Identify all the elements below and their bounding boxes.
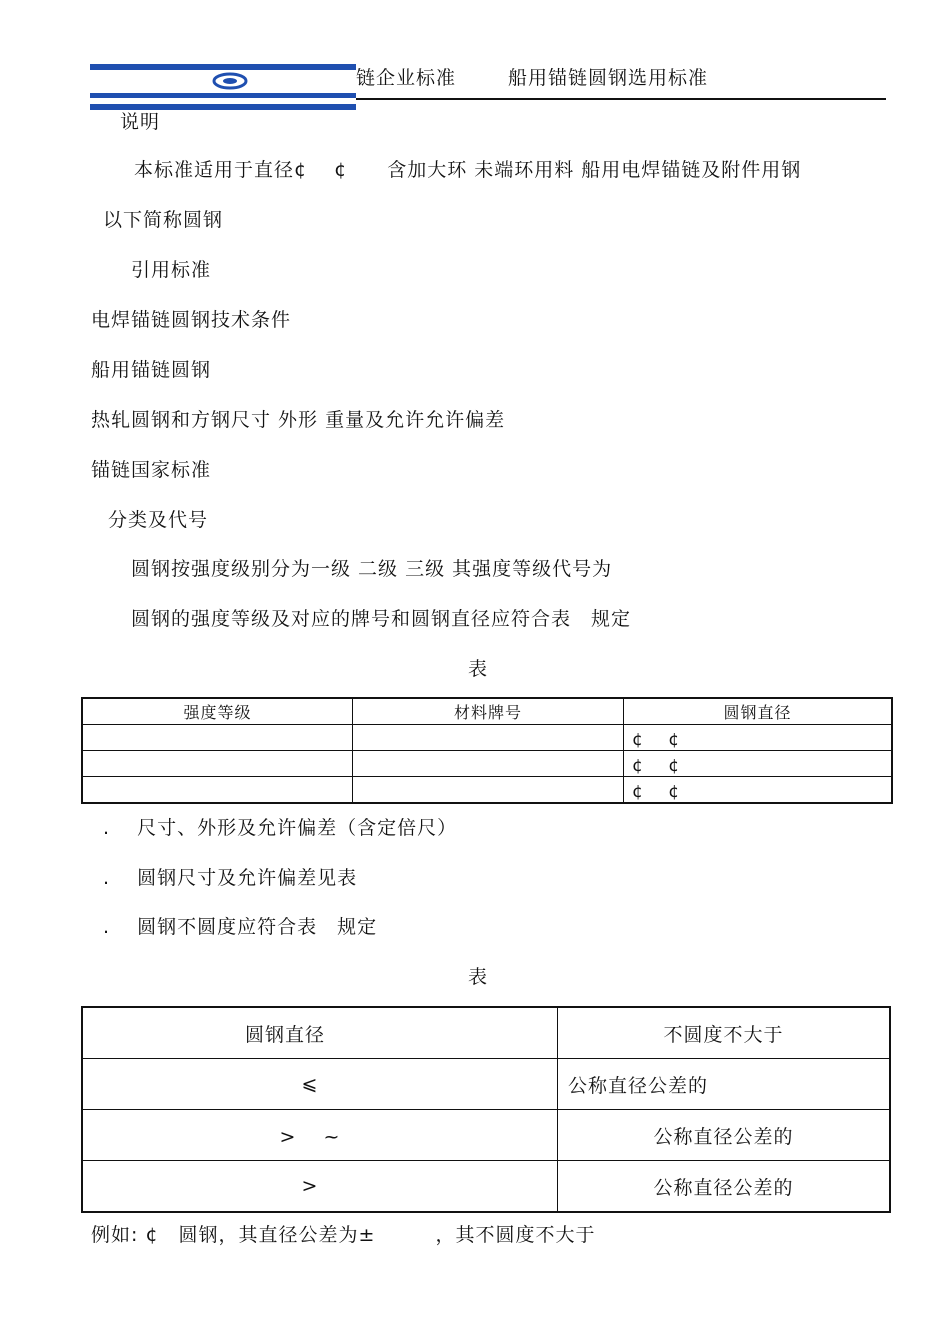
table-cell <box>82 751 353 777</box>
paragraph-table-ref: 圆钢的强度等级及对应的牌号和圆钢直径应符合表 规定 <box>131 608 632 630</box>
table-cell: 公称直径公差的 <box>558 1161 891 1213</box>
table-header-cell: 圆钢直径 <box>82 1007 558 1059</box>
grade-table <box>81 697 893 804</box>
table-cell: ⩽ <box>82 1059 558 1110</box>
reference-item-4: 锚链国家标准 <box>91 459 212 481</box>
logo-band-middle <box>90 93 356 98</box>
paragraph-grades: 圆钢按强度级别分为一级 二级 三级 其强度等级代号为 <box>131 558 613 580</box>
roundness-table <box>81 1006 891 1213</box>
table2-caption: 表 <box>468 966 489 988</box>
paragraph-dimensions: . 圆钢尺寸及允许偏差见表 <box>103 867 358 889</box>
table-row <box>82 1059 890 1110</box>
table-row <box>82 751 892 777</box>
table-cell: > <box>82 1161 558 1213</box>
table-row <box>82 1110 890 1161</box>
table-cell <box>82 777 353 804</box>
reference-item-3: 热轧圆钢和方钢尺寸 外形 重量及允许允许偏差 <box>91 409 506 431</box>
paragraph-roundness: . 圆钢不圆度应符合表 规定 <box>103 916 378 938</box>
company-logo <box>90 64 356 110</box>
table-cell <box>353 751 624 777</box>
table-cell: 公称直径公差的 <box>558 1110 891 1161</box>
table-cell <box>82 725 353 751</box>
table-header-row <box>82 1007 890 1059</box>
table-row <box>82 1161 890 1213</box>
table-cell <box>353 777 624 804</box>
table-row <box>82 777 892 804</box>
table-header-row <box>82 698 892 725</box>
reference-item-2: 船用锚链圆钢 <box>91 359 212 381</box>
section-title-classification: 分类及代号 <box>108 509 209 531</box>
table1-caption: 表 <box>468 658 489 680</box>
logo-band-top <box>90 64 356 70</box>
table-cell <box>353 725 624 751</box>
section-title-references: 引用标准 <box>131 259 212 281</box>
table-row <box>82 725 892 751</box>
paragraph-scope-cont: 以下简称圆钢 <box>103 209 224 231</box>
table-cell: ¢ ¢ <box>624 777 893 804</box>
table-cell: ¢ ¢ <box>624 751 893 777</box>
table-header-cell: 不圆度不大于 <box>558 1007 891 1059</box>
header-rule <box>356 98 886 100</box>
table-cell: > ~ <box>82 1110 558 1161</box>
table-header-cell: 强度等级 <box>82 698 353 725</box>
table-header-cell: 材料牌号 <box>353 698 624 725</box>
table-cell: 公称直径公差的 <box>558 1059 891 1110</box>
header-title-left: 链企业标准 <box>356 67 457 89</box>
paragraph-example: 例如: ¢ 圆钢，其直径公差为± ，其不圆度不大于 <box>91 1224 596 1246</box>
logo-emblem-icon <box>210 72 250 90</box>
table-header-cell: 圆钢直径 <box>624 698 893 725</box>
section-title-description: 说明 <box>120 111 161 133</box>
table-cell: ¢ ¢ <box>624 725 893 751</box>
paragraph-scope: 本标准适用于直径¢ ¢ 含加大环 未端环用料 船用电焊锚链及附件用钢 <box>134 159 802 181</box>
header-title-right: 船用锚链圆钢选用标准 <box>508 67 709 89</box>
section-title-dimensions: . 尺寸、外形及允许偏差（含定倍尺） <box>103 817 458 839</box>
reference-item-1: 电焊锚链圆钢技术条件 <box>91 309 292 331</box>
